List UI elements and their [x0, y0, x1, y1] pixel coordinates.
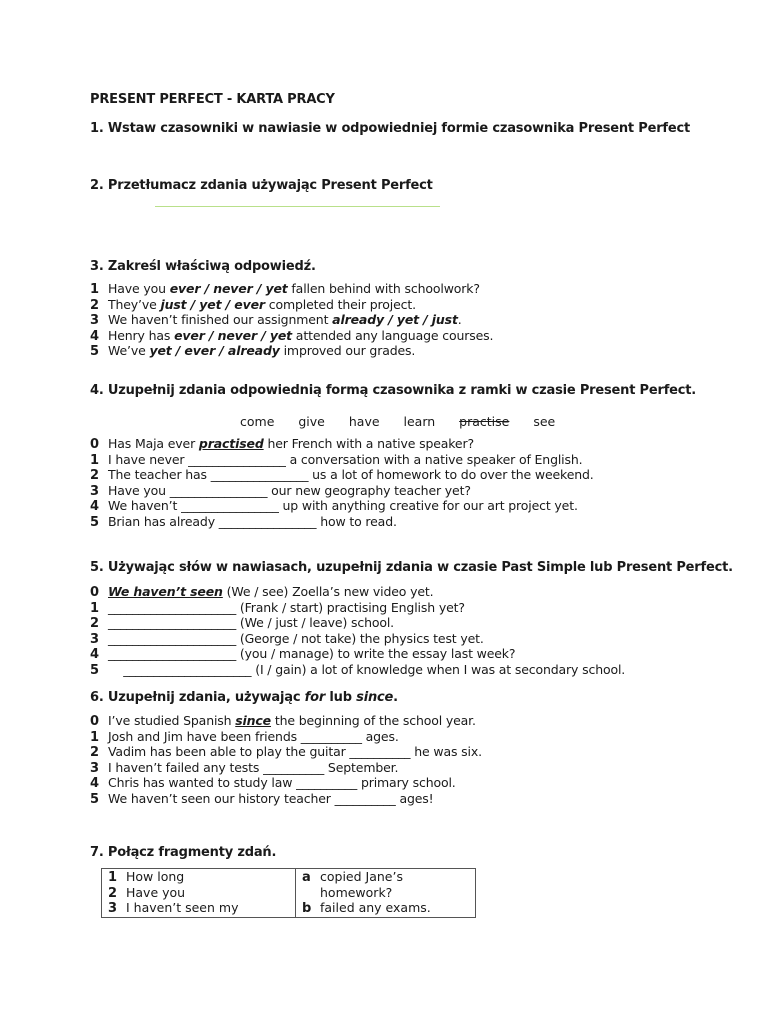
- list-item: 4 Chris has wanted to study law __________ primary school.: [90, 775, 456, 792]
- section-1-heading: 1. Wstaw czasowniki w nawiasie w odpowiedniej formie czasownika Present Perfect: [90, 121, 690, 136]
- section-5-heading: 5. Używając słów w nawiasach, uzupełnij zdania w czasie Past Simple lub Present Perfect.: [90, 560, 733, 575]
- green-rule-line: [155, 206, 440, 207]
- word-bank-item: come: [240, 414, 275, 429]
- section-6-list: [90, 713, 482, 807]
- list-item: 3 We haven’t finished our assignment already / yet / just.: [90, 312, 462, 329]
- matching-left-column: [108, 869, 238, 916]
- section-4-list: [90, 436, 594, 530]
- example-item: 0 Has Maja ever practised her French with a native speaker?: [90, 436, 474, 452]
- section-5-list: [90, 584, 625, 678]
- worksheet-title: PRESENT PERFECT - KARTA PRACY: [90, 92, 335, 107]
- word-bank-item: learn: [403, 414, 436, 429]
- list-item: 4 Henry has ever / never / yet attended any language courses.: [90, 327, 494, 344]
- list-item: 1 _____________________ (Frank / start) practising English yet?: [90, 599, 465, 616]
- matching-right-column: [302, 869, 431, 916]
- section-3-list: [90, 281, 493, 359]
- list-item: 5 We haven’t seen our history teacher __________ ages!: [90, 790, 434, 807]
- section-4-heading: 4. Uzupełnij zdania odpowiednią formą czasownika z ramki w czasie Present Perfect.: [90, 383, 697, 398]
- list-item: 2 They’ve just / yet / ever completed their project.: [90, 296, 416, 313]
- list-item: 4 _____________________ (you / manage) to write the essay last week?: [90, 646, 516, 663]
- list-item: 1 I have never ________________ a conversation with a native speaker of English.: [90, 451, 583, 468]
- section-2-heading: 2. Przetłumacz zdania używając Present Perfect: [90, 178, 433, 193]
- list-item: 3 I haven’t failed any tests __________ September.: [90, 759, 399, 776]
- word-bank-item: have: [348, 414, 380, 429]
- list-item: 2 Vadim has been able to play the guitar __________ he was six.: [90, 744, 482, 761]
- matching-table: [101, 868, 476, 918]
- section-7-heading: 7. Połącz fragmenty zdań.: [90, 845, 277, 860]
- matching-left-item: 2 Have you: [108, 884, 186, 901]
- word-bank-item: give: [298, 414, 325, 429]
- matching-left-item: 1 How long: [108, 869, 185, 885]
- list-item: 5 _____________________ (I / gain) a lot of knowledge when I was at secondary school.: [90, 661, 626, 678]
- example-item: 0 I’ve studied Spanish since the beginning of the school year.: [90, 713, 476, 729]
- matching-right-item: homework?: [320, 884, 393, 900]
- example-item: 0 We haven’t seen (We / see) Zoella’s new video yet.: [90, 584, 434, 600]
- matching-right-item: b failed any exams.: [302, 900, 431, 917]
- list-item: 3 Have you ________________ our new geography teacher yet?: [90, 482, 471, 499]
- list-item: 5 We’ve yet / ever / already improved our grades.: [90, 343, 416, 360]
- word-bank-item: see: [533, 414, 556, 429]
- list-item: 3 _____________________ (George / not take) the physics test yet.: [90, 630, 484, 647]
- section-6-heading: 6. Uzupełnij zdania, używając for lub since.: [90, 690, 398, 705]
- matching-table-divider: [295, 869, 296, 917]
- list-item: 2 The teacher has ________________ us a lot of homework to do over the weekend.: [90, 467, 594, 484]
- list-item: 5 Brian has already ________________ how to read.: [90, 513, 397, 530]
- section-3-heading: 3. Zakreśl właściwą odpowiedź.: [90, 259, 316, 274]
- list-item: 1 Have you ever / never / yet fallen behind with schoolwork?: [90, 281, 480, 297]
- word-bank-item-struck: practise: [459, 414, 510, 429]
- matching-right-item: a copied Jane’s: [302, 869, 403, 885]
- matching-left-item: 3 I haven’t seen my: [108, 900, 239, 917]
- word-bank: [240, 414, 575, 429]
- list-item: 4 We haven’t ________________ up with anything creative for our art project yet.: [90, 498, 578, 515]
- list-item: 1 Josh and Jim have been friends __________ ages.: [90, 728, 399, 745]
- list-item: 2 _____________________ (We / just / leave) school.: [90, 615, 395, 632]
